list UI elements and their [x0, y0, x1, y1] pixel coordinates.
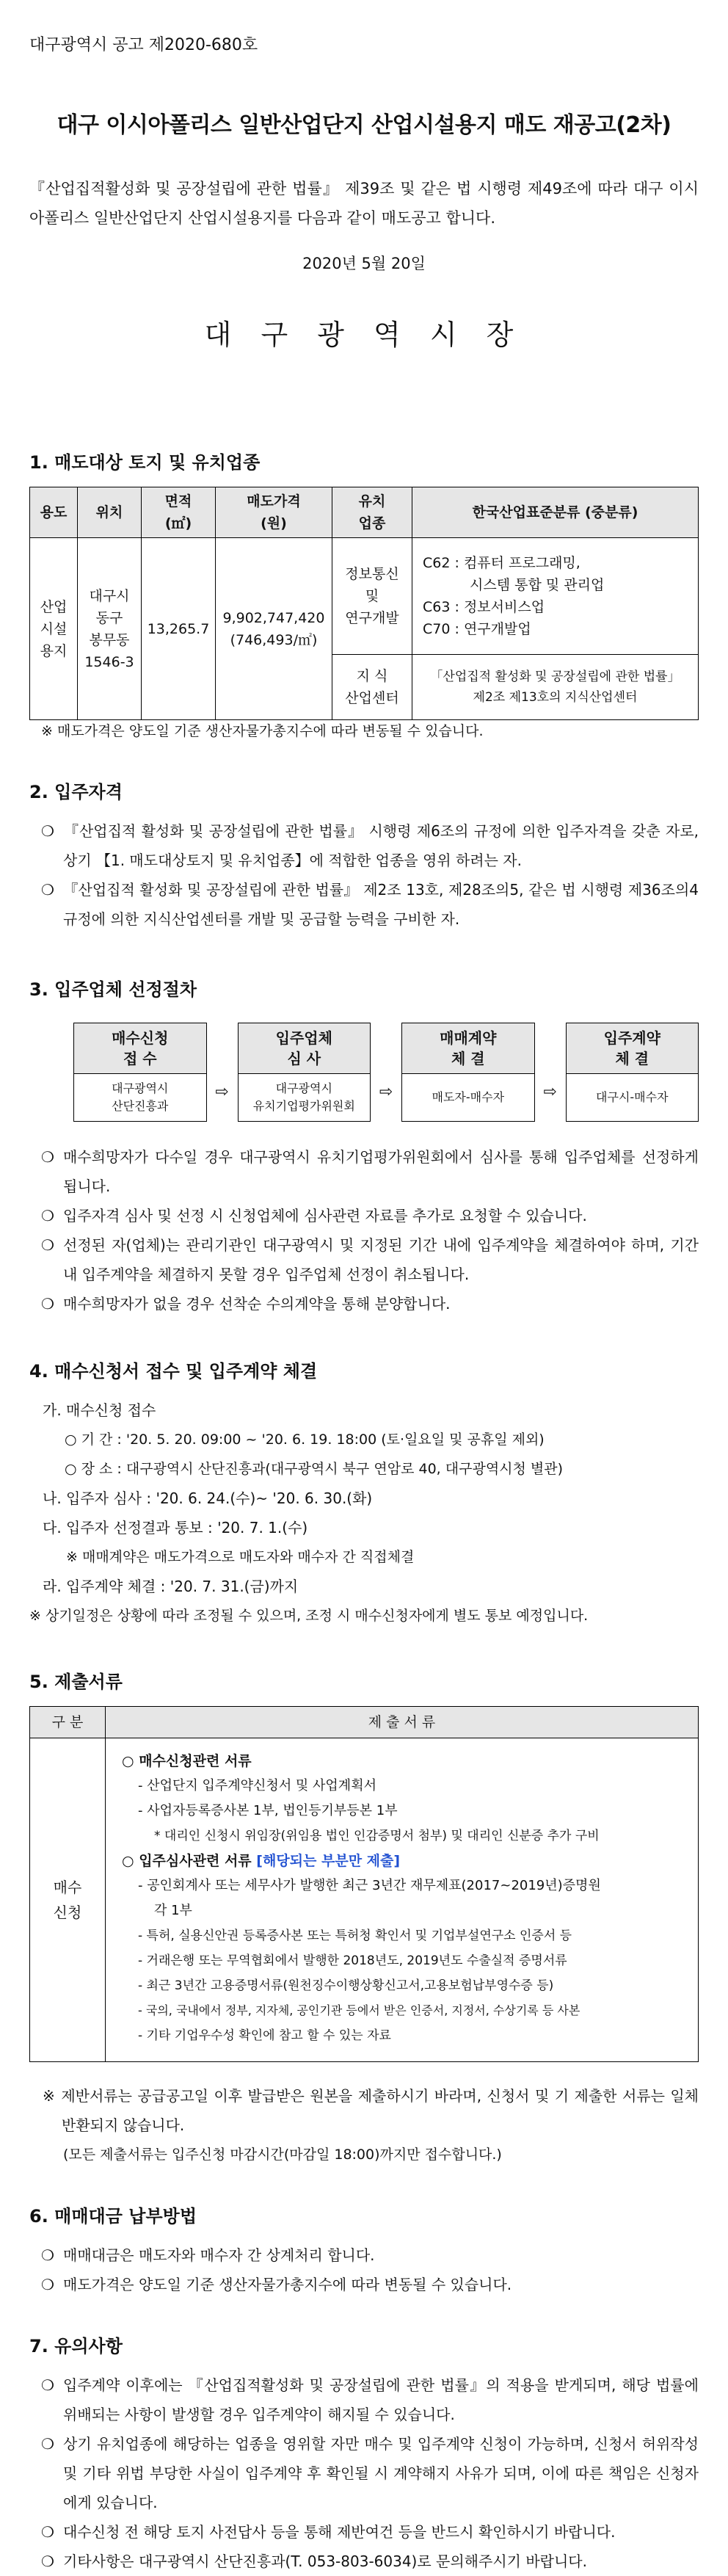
section-heading: 6. 매매대금 납부방법 [29, 2206, 197, 2227]
section-cautions [29, 2332, 699, 2576]
section-heading: 1. 매도대상 토지 및 유치업종 [29, 452, 261, 473]
doc-item: - 사업자등록증사본 1부, 법인등기부등본 1부 [138, 1803, 398, 1818]
schedule-d: 라. 입주계약 체결 : '20. 7. 31.(금)까지 [43, 1578, 299, 1595]
bullet-icon: ❍ [41, 2376, 54, 2394]
bullet-icon: ❍ [41, 2553, 54, 2570]
process-step [73, 1023, 207, 1122]
process-flow [73, 1023, 699, 1122]
step-title: 매수신청 접 수 [74, 1023, 206, 1074]
section-heading: 3. 입주업체 선정절차 [29, 979, 197, 1000]
code-line: C70 : 연구개발업 [423, 621, 531, 637]
bullet-icon: ❍ [41, 1148, 54, 1166]
schedule-c-note: ※ 매매계약은 매도가격으로 매도자와 매수자 간 직접체결 [66, 1549, 415, 1565]
code-line: 시스템 통합 및 관리업 [470, 577, 605, 593]
header-industry [332, 487, 412, 538]
table-header-row [30, 1707, 699, 1738]
doc-group-tag: [해당되는 부분만 제출] [256, 1853, 401, 1869]
cell-use: 산업 시설 용지 [30, 538, 78, 720]
bullet-icon: ❍ [41, 2523, 54, 2541]
header-documents: 제 출 서 류 [106, 1707, 699, 1738]
doc-item: - 특허, 실용신안권 등록증사본 또는 특허청 확인서 및 기업부설연구소 인증서 등 [138, 1929, 572, 1943]
section-heading: 5. 제출서류 [29, 1672, 123, 1692]
list-item: ❍ 매도가격은 양도일 기준 생산자물가총지수에 따라 변동될 수 있습니다. [29, 2270, 699, 2299]
schedule-period: ○ 기 간 : '20. 5. 20. 09:00 ~ '20. 6. 19. 18:00 (토·일요일 및 공휴일 제외) [65, 1432, 545, 1448]
table-header-row [30, 487, 699, 538]
list-item: ❍ 『산업집적 활성화 및 공장설립에 관한 법률』 시행령 제6조의 규정에 의한 입주자격을 갖춘 자로, 상기 【1. 매도대상토지 및 유치업종】에 적합한 업종을 영위 하려는 자. [29, 816, 699, 875]
doc-item: - 기타 기업우수성 확인에 참고 할 수 있는 자료 [138, 2028, 391, 2043]
bullet-icon: ❍ [41, 2435, 54, 2453]
header-price [216, 487, 332, 538]
bullet-icon: ❍ [41, 1295, 54, 1313]
header-label: 위치 [95, 504, 123, 520]
documents-note: ※ 제반서류는 공급공고일 이후 발급받은 원본을 제출하시기 바라며, 신청서 및 기 제출한 서류는 일체 반환되지 않습니다. [43, 2087, 699, 2134]
cell-codes [412, 538, 699, 655]
header-label: 용도 [40, 504, 68, 520]
bullet-icon: ❍ [41, 1207, 54, 1224]
documents-deadline-note: (모든 제출서류는 입주신청 마감시간(마감일 18:00)까지만 접수합니다.) [63, 2147, 502, 2163]
list-item: ❍ 입주자격 심사 및 선정 시 신청업체에 심사관련 자료를 추가로 요청할 수 있습니다. [29, 1201, 699, 1230]
code-line: C63 : 정보서비스업 [423, 599, 545, 615]
list-item: ❍ 매수희망자가 다수일 경우 대구광역시 유치기업평가위원회에서 심사를 통해 입주업체를 선정하게 됩니다. [29, 1142, 699, 1201]
header-label: 매도가격 (원) [247, 493, 301, 531]
cell-area: 13,265.7 [142, 538, 216, 720]
step-owner: 대구시-매수자 [596, 1090, 669, 1104]
doc-item: - 거래은행 또는 무역협회에서 발행한 2018년도, 2019년도 수출실적 증명서류 [138, 1953, 567, 1968]
doc-item: - 산업단지 입주계약신청서 및 사업계획서 [138, 1778, 376, 1793]
cell-industry-ict: 정보통신 및 연구개발 [332, 538, 412, 655]
schedule-a: 가. 매수신청 접수 [43, 1401, 156, 1419]
section-heading: 7. 유의사항 [29, 2336, 123, 2357]
step-owner: 대구광역시 산단진흥과 [112, 1081, 169, 1113]
bullet-icon: ❍ [41, 1236, 54, 1254]
doc-group-title: ○ 입주심사관련 서류 [해당되는 부분만 제출] [122, 1853, 401, 1869]
intro-paragraph: 『산업집적활성화 및 공장설립에 관한 법률』 제39조 및 같은 법 시행령 제49조에 따라 대구 이시아폴리스 일반산업단지 산업시설용지를 다음과 같이 매도공고 합니다. [29, 180, 699, 227]
document-title: 대구 이시아폴리스 일반산업단지 산업시설용지 매도 재공고(2차) [57, 112, 671, 138]
list-item: ❍ 기타사항은 대구광역시 산단진흥과(T. 053-803-6034)로 문의해주시기 바랍니다. [29, 2547, 699, 2576]
cell-category: 매수 신청 [30, 1738, 106, 2062]
cell-price [216, 538, 332, 720]
bullet-icon: ❍ [41, 2276, 54, 2293]
header-label: 한국산업표준분류 (중분류) [472, 504, 638, 520]
section-eligibility [29, 777, 699, 934]
bullet-icon: ❍ [41, 822, 54, 840]
doc-item: - 공인회계사 또는 세무사가 발행한 최근 3년간 재무제표(2017~2019년)증명원 [138, 1878, 601, 1893]
list-item: ❍ 입주계약 이후에는 『산업집적활성화 및 공장설립에 관한 법률』의 적용을 받게되며, 해당 법률에 위배되는 사항이 발생할 경우 입주계약이 해지될 수 있습니다. [29, 2370, 699, 2429]
notice-number: 대구광역시 공고 제2020-680호 [29, 36, 258, 54]
section-selection [29, 975, 699, 1318]
section-land [29, 448, 699, 742]
notice-date: 2020년 5월 20일 [302, 255, 426, 272]
doc-item: - 최근 3년간 고용증명서류(원천징수이행상황신고서,고용보험납부영수증 등) [138, 1978, 554, 1993]
schedule-place: ○ 장 소 : 대구광역시 산단진흥과(대구광역시 북구 연암로 40, 대구광역시청 별관) [65, 1461, 564, 1477]
section-heading: 2. 입주자격 [29, 782, 123, 802]
step-title: 매매계약 체 결 [402, 1023, 534, 1074]
table-row [30, 1738, 699, 2062]
arrow-right-icon: ⇨ [379, 1083, 393, 1101]
arrow-right-icon: ⇨ [215, 1083, 229, 1101]
section-heading: 4. 매수신청서 접수 및 입주계약 체결 [29, 1361, 318, 1382]
code-line: C62 : 컴퓨터 프로그래밍, [423, 555, 580, 571]
cell-industry-knowledge: 지 식 산업센터 [332, 655, 412, 720]
cell-knowledge-desc: 「산업집적 활성화 및 공장설립에 관한 법률」 제2조 제13호의 지식산업센터 [412, 655, 699, 720]
header-classification [412, 487, 699, 538]
doc-group-title: ○ 매수신청관련 서류 [122, 1753, 252, 1769]
header-location [78, 487, 142, 538]
section-documents [29, 1667, 699, 2169]
table-row [30, 538, 699, 655]
step-title: 입주계약 체 결 [567, 1023, 699, 1074]
bullet-icon: ❍ [41, 2246, 54, 2264]
step-owner: 대구광역시 유치기업평가위원회 [252, 1081, 355, 1113]
list-item: ❍ 매수희망자가 없을 경우 선착순 수의계약을 통해 분양합니다. [29, 1289, 699, 1318]
process-step [566, 1023, 699, 1122]
schedule-c: 다. 입주자 선정결과 통보 : '20. 7. 1.(수) [43, 1519, 308, 1536]
header-category: 구 분 [30, 1707, 106, 1738]
issuer-name: 대 구 광 역 시 장 [204, 319, 524, 351]
doc-item: - 국의, 국내에서 정부, 지자체, 공인기관 등에서 받은 인증서, 지정서, 수상기록 등 사본 [138, 2003, 580, 2017]
section-payment [29, 2202, 699, 2299]
doc-item-note: * 대리인 신청시 위임장(위임용 법인 인감증명서 첨부) 및 대리인 신분증 추가 구비 [154, 1829, 600, 1843]
header-label: 면적 (㎡) [164, 493, 192, 531]
step-owner: 매도자-매수자 [432, 1090, 505, 1104]
circle-icon: ○ [122, 1853, 139, 1869]
documents-table [29, 1706, 699, 2062]
process-step [401, 1023, 535, 1122]
schedule-b: 나. 입주자 심사 : '20. 6. 24.(수)~ '20. 6. 30.(화) [43, 1490, 373, 1507]
header-area [142, 487, 216, 538]
cell-documents [106, 1738, 699, 2062]
price-per-unit: (746,493/㎡) [230, 631, 318, 648]
arrow-right-icon: ⇨ [543, 1083, 557, 1101]
list-item: ❍ 대수신청 전 해당 토지 사전답사 등을 통해 제반여건 등을 반드시 확인하시기 바랍니다. [29, 2517, 699, 2547]
bullet-icon: ❍ [41, 881, 54, 899]
process-step [238, 1023, 371, 1122]
header-use [30, 487, 78, 538]
list-item: ❍ 선정된 자(업체)는 관리기관인 대구광역시 및 지정된 기간 내에 입주계약을 체결하여야 하며, 기간 내 입주계약을 체결하지 못할 경우 입주업체 선정이 취소됩니다. [29, 1230, 699, 1289]
doc-item: 각 1부 [154, 1903, 192, 1918]
cell-location: 대구시 동구 봉무동 1546-3 [78, 538, 142, 720]
price-value: 9,902,747,420 [222, 609, 325, 626]
list-item: ❍ 매매대금은 매도자와 매수자 간 상계처리 합니다. [29, 2241, 699, 2270]
circle-icon: ○ [122, 1753, 139, 1769]
list-item: ❍ 상기 유치업종에 해당하는 업종을 영위할 자만 매수 및 입주계약 신청이 가능하며, 신청서 허위작성 및 기타 위법 부당한 사실이 입주계약 후 확인될 시 계약해지 사유가 되며, 이에 따른 책임은 신청자에게 있습니다. [29, 2429, 699, 2517]
list-item: ❍ 『산업집적 활성화 및 공장설립에 관한 법률』 제2조 13호, 제28조의5, 같은 법 시행령 제36조의4 규정에 의한 지식산업센터를 개발 및 공급할 능력을 구비한 자. [29, 875, 699, 934]
schedule-note: ※ 상기일정은 상황에 따라 조정될 수 있으며, 조정 시 매수신청자에게 별도 통보 예정입니다. [29, 1608, 589, 1624]
header-label: 유치 업종 [358, 493, 386, 531]
price-note: ※ 매도가격은 양도일 기준 생산자물가총지수에 따라 변동될 수 있습니다. [41, 723, 484, 739]
step-title: 입주업체 심 사 [239, 1023, 371, 1074]
land-table [29, 487, 699, 720]
section-schedule [29, 1357, 699, 1630]
